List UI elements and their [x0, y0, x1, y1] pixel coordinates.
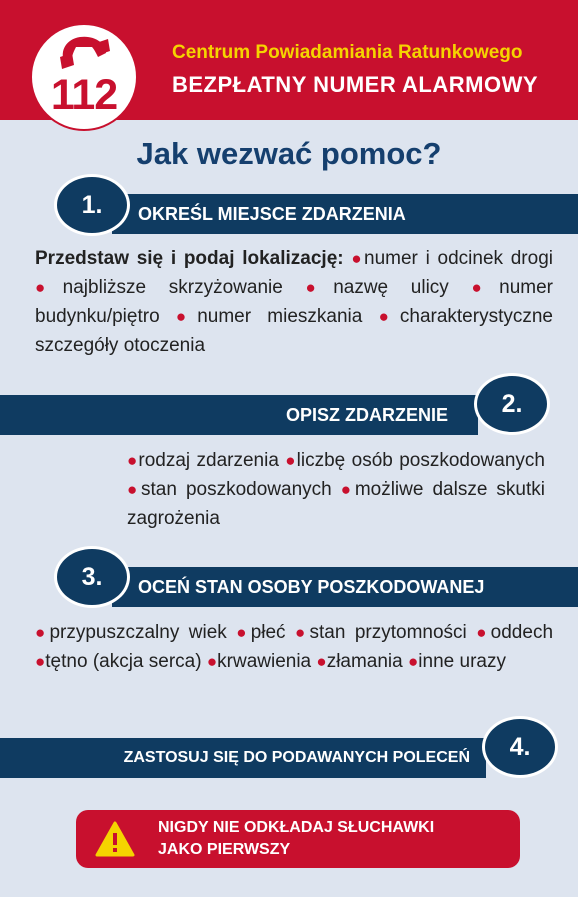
list-item: nazwę ulicy: [333, 277, 449, 298]
step-4-header: [0, 738, 486, 778]
header-banner: [0, 0, 578, 120]
list-item: rodzaj zdarzenia: [138, 450, 279, 471]
list-item: przypuszczalny wiek: [49, 622, 227, 643]
list-item: stan przytomności: [309, 622, 467, 643]
page-title: Jak wezwać pomoc?: [136, 136, 442, 171]
header-subtitle: BEZPŁATNY NUMER ALARMOWY: [172, 72, 539, 97]
step-4-heading: ZASTOSUJ SIĘ DO PODAWANYCH POLECEŃ: [123, 749, 470, 766]
list-item: oddech: [490, 622, 554, 643]
list-item: najbliższe skrzyżowanie: [62, 277, 283, 298]
step-1-lead: Przedstaw się i podaj lokalizację:: [35, 248, 344, 269]
step-3-header: [112, 567, 578, 607]
list-item: numer budynku/piętro: [35, 277, 554, 327]
logo-number: 112: [50, 71, 118, 119]
step-3-text: ●przypuszczalny wiek ●płeć ●stan przytomności ●oddech ●tętno (akcja serca) ●krwawienia ●złamania ●inne urazy: [35, 622, 554, 672]
warning-triangle-icon: [95, 821, 135, 857]
step-2-text: ●rodzaj zdarzenia ●liczbę osób poszkodowanych ●stan poszkodowanych ●możliwe dalsze skutki zagrożenia: [127, 450, 545, 529]
step-4-number: 4.: [509, 733, 531, 761]
step-3-heading: OCEŃ STAN OSOBY POSZKODOWANEJ: [138, 577, 485, 597]
warning-line-1: NIGDY NIE ODKŁADAJ SŁUCHAWKI: [158, 819, 435, 836]
list-item: liczbę osób poszkodowanych: [296, 450, 545, 471]
step-1-heading: OKREŚL MIEJSCE ZDARZENIA: [138, 204, 406, 224]
warning-text: [158, 817, 498, 861]
step-2-badge: [474, 373, 550, 435]
list-item: charakterystyczne szczegóły otoczenia: [35, 306, 553, 356]
step-3-badge: [54, 546, 130, 608]
list-item: tętno (akcja serca): [45, 651, 202, 672]
step-4-badge: [482, 716, 558, 778]
list-item: numer mieszkania: [197, 306, 363, 327]
list-item: inne urazy: [418, 651, 506, 672]
step-2-header: [0, 395, 478, 435]
list-item: stan poszkodowanych: [141, 479, 332, 500]
step-1-number: 1.: [81, 191, 103, 219]
list-item: możliwe dalsze skutki zagrożenia: [127, 479, 545, 529]
step-1-text: Przedstaw się i podaj lokalizację: ●numer i odcinek drogi ●najbliższe skrzyżowanie ●nazwę ulicy ●numer budynku/piętro ●numer mieszkania ●charakterystyczne szczegóły otoczenia: [35, 248, 554, 356]
step-3-number: 3.: [81, 563, 103, 591]
list-item: płeć: [250, 622, 286, 643]
list-item: numer i odcinek drogi: [364, 248, 553, 269]
step-2-number: 2.: [501, 390, 523, 418]
step-1-header: [112, 194, 578, 234]
warning-box: [76, 810, 520, 868]
warning-line-2: JAKO PIERWSZY: [158, 841, 291, 858]
list-item: krwawienia: [217, 651, 312, 672]
header-organization: Centrum Powiadamiania Ratunkowego: [172, 42, 523, 63]
list-item: złamania: [326, 651, 403, 672]
logo-112: [30, 23, 138, 131]
step-1-badge: [54, 174, 130, 236]
step-2-heading: OPISZ ZDARZENIE: [285, 405, 448, 425]
